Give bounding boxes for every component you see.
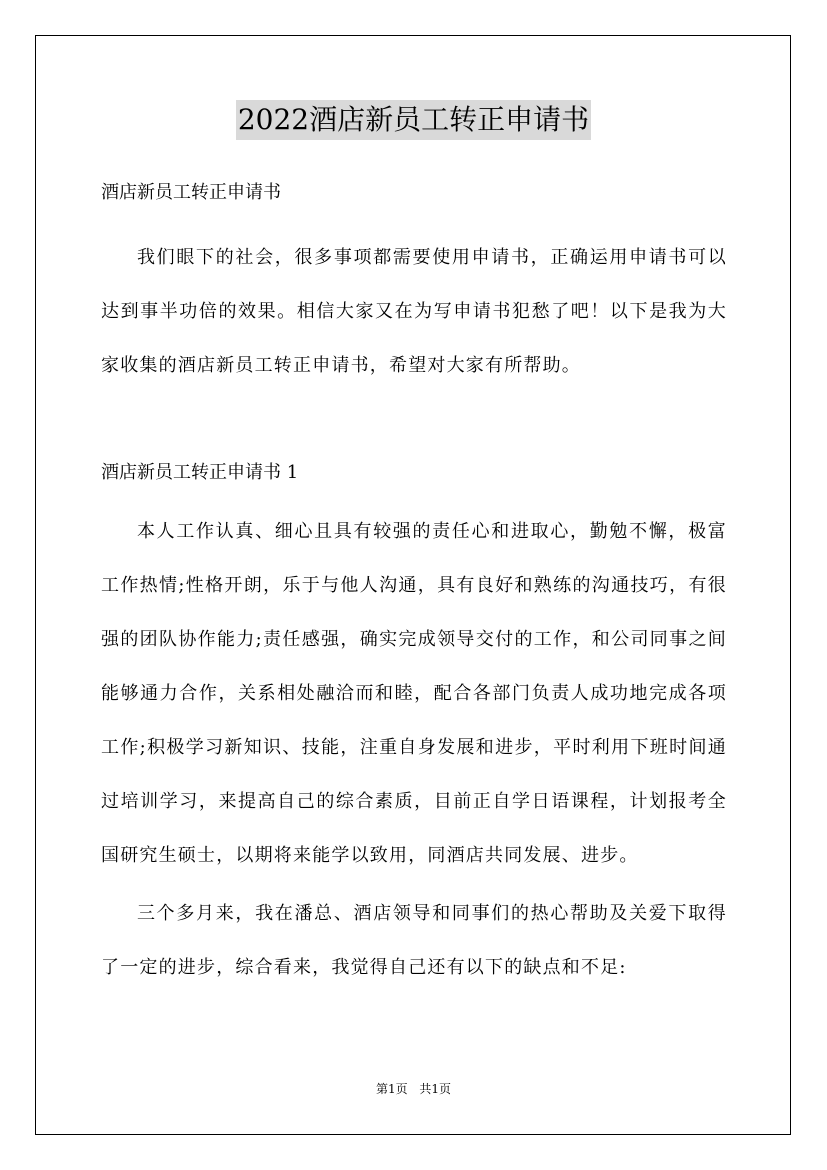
intro-paragraph: 我们眼下的社会，很多事项都需要使用申请书，正确运用申请书可以达到事半功倍的效果。相信大家又在为写申请书犯愁了吧！以下是我为大家收集的酒店新员工转正申请书，希望对大家有所帮助。 <box>101 247 727 376</box>
document-body <box>101 175 727 995</box>
document-title: 2022酒店新员工转正申请书 <box>236 100 591 140</box>
section1-paragraph-2: 三个多月来，我在潘总、酒店领导和同事们的热心帮助及关爱下取得了一定的进步，综合看来，我觉得自己还有以下的缺点和不足: <box>101 903 727 978</box>
page-number-total: 共1页 <box>419 1082 452 1096</box>
section1-heading: 酒店新员工转正申请书 1 <box>101 462 299 483</box>
section1-paragraph-1: 本人工作认真、细心且具有较强的责任心和进取心，勤勉不懈，极富工作热情;性格开朗，乐于与他人沟通，具有良好和熟练的沟通技巧，有很强的团队协作能力;责任感强，确实完成领导交付的工作，和公司同事之间能够通力合作，关系相处融洽而和睦，配合各部门负责人成功地完成各项工作;积极学习新知识、技能，注重自身发展和进步，平时利用下班时间通过培训学习，来提高自己的综合素质，目前正自学日语课程，计划报考全国研究生硕士，以期将来能学以致用，同酒店共同发展、进步。 <box>101 521 727 866</box>
page-number-current: 第1页 <box>375 1082 408 1096</box>
section-heading: 酒店新员工转正申请书 <box>101 182 281 203</box>
title-container <box>0 100 827 140</box>
page-footer <box>0 1080 827 1097</box>
